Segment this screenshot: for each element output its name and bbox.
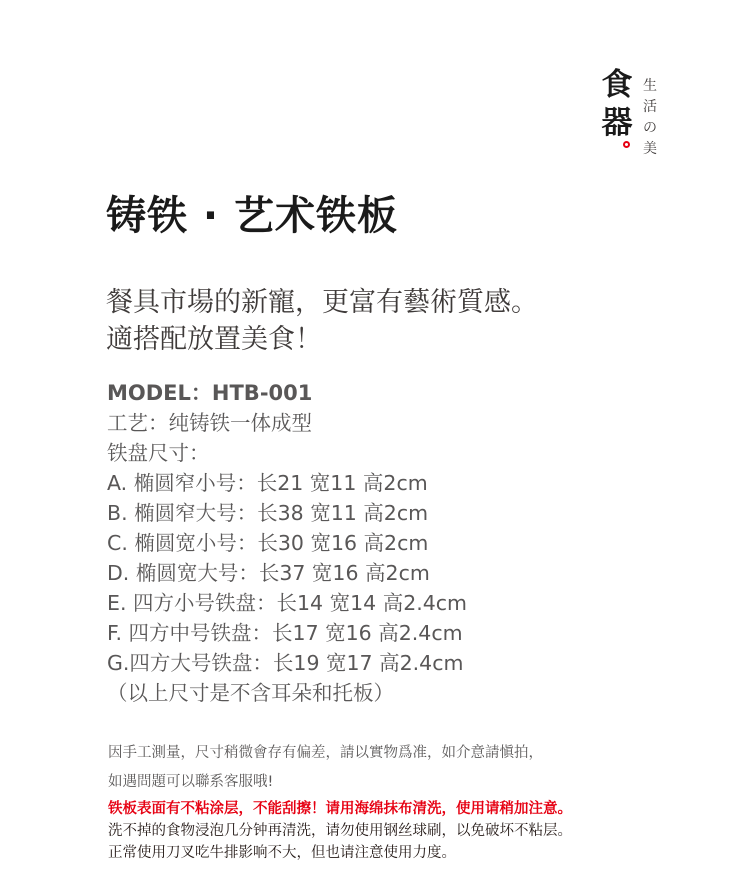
model-number: MODEL：HTB-001 <box>107 381 313 405</box>
logo-sub-char: 美 <box>643 141 657 157</box>
spec-line: C. 椭圆宽小号：长30 宽16 高2cm <box>107 531 429 555</box>
care-line: 正常使用刀叉吃牛排影响不大，但也请注意使用力度。 <box>108 845 456 861</box>
logo-sub-text <box>640 76 660 160</box>
spec-line: F. 四方中号铁盘：长17 宽16 高2.4cm <box>107 621 463 645</box>
spec-line: G.四方大号铁盘：长19 宽17 高2.4cm <box>107 651 464 675</box>
logo-dot-icon <box>623 141 630 148</box>
logo-main-text <box>600 66 634 142</box>
logo-sub-char: 活 <box>643 99 657 115</box>
notice-line: 如遇問題可以聯系客服哦! <box>108 774 274 790</box>
notice-line: 因手工測量，尺寸稍微會存有偏差，請以實物爲准，如介意請愼拍， <box>108 745 543 761</box>
spec-line: B. 椭圆窄大号：长38 宽11 高2cm <box>107 501 429 525</box>
spec-line: D. 椭圆宽大号：长37 宽16 高2cm <box>107 561 430 585</box>
measurement-notice <box>108 739 543 797</box>
spec-line: E. 四方小号铁盘：长14 宽14 高2.4cm <box>107 591 468 615</box>
logo-sub-char: 生 <box>643 78 657 94</box>
logo-sub-char: の <box>643 120 657 136</box>
spec-line: 工艺：纯铸铁一体成型 <box>107 411 312 435</box>
care-warning: 铁板表面有不粘涂层，不能刮擦！请用海绵抹布清洗，使用请稍加注意。 <box>108 801 572 817</box>
spec-line: 铁盘尺寸： <box>107 441 210 465</box>
spec-list <box>107 378 467 708</box>
logo-char-shi: 食 <box>601 67 633 103</box>
page-title: 铸铁 · 艺术铁板 <box>106 193 399 239</box>
logo-char-qi: 器 <box>601 105 633 141</box>
spec-line: （以上尺寸是不含耳朵和托板） <box>107 681 394 705</box>
care-line: 洗不掉的食物浸泡几分钟再清洗，请勿使用钢丝球刷，以免破坏不粘层。 <box>108 823 572 839</box>
intro-text <box>106 284 538 358</box>
intro-line: 餐具市場的新寵，更富有藝術質感。 <box>106 287 538 318</box>
care-instructions <box>108 798 572 864</box>
intro-line: 適搭配放置美食！ <box>106 324 322 355</box>
spec-line: A. 椭圆窄小号：长21 宽11 高2cm <box>107 471 428 495</box>
brand-logo <box>600 64 666 160</box>
